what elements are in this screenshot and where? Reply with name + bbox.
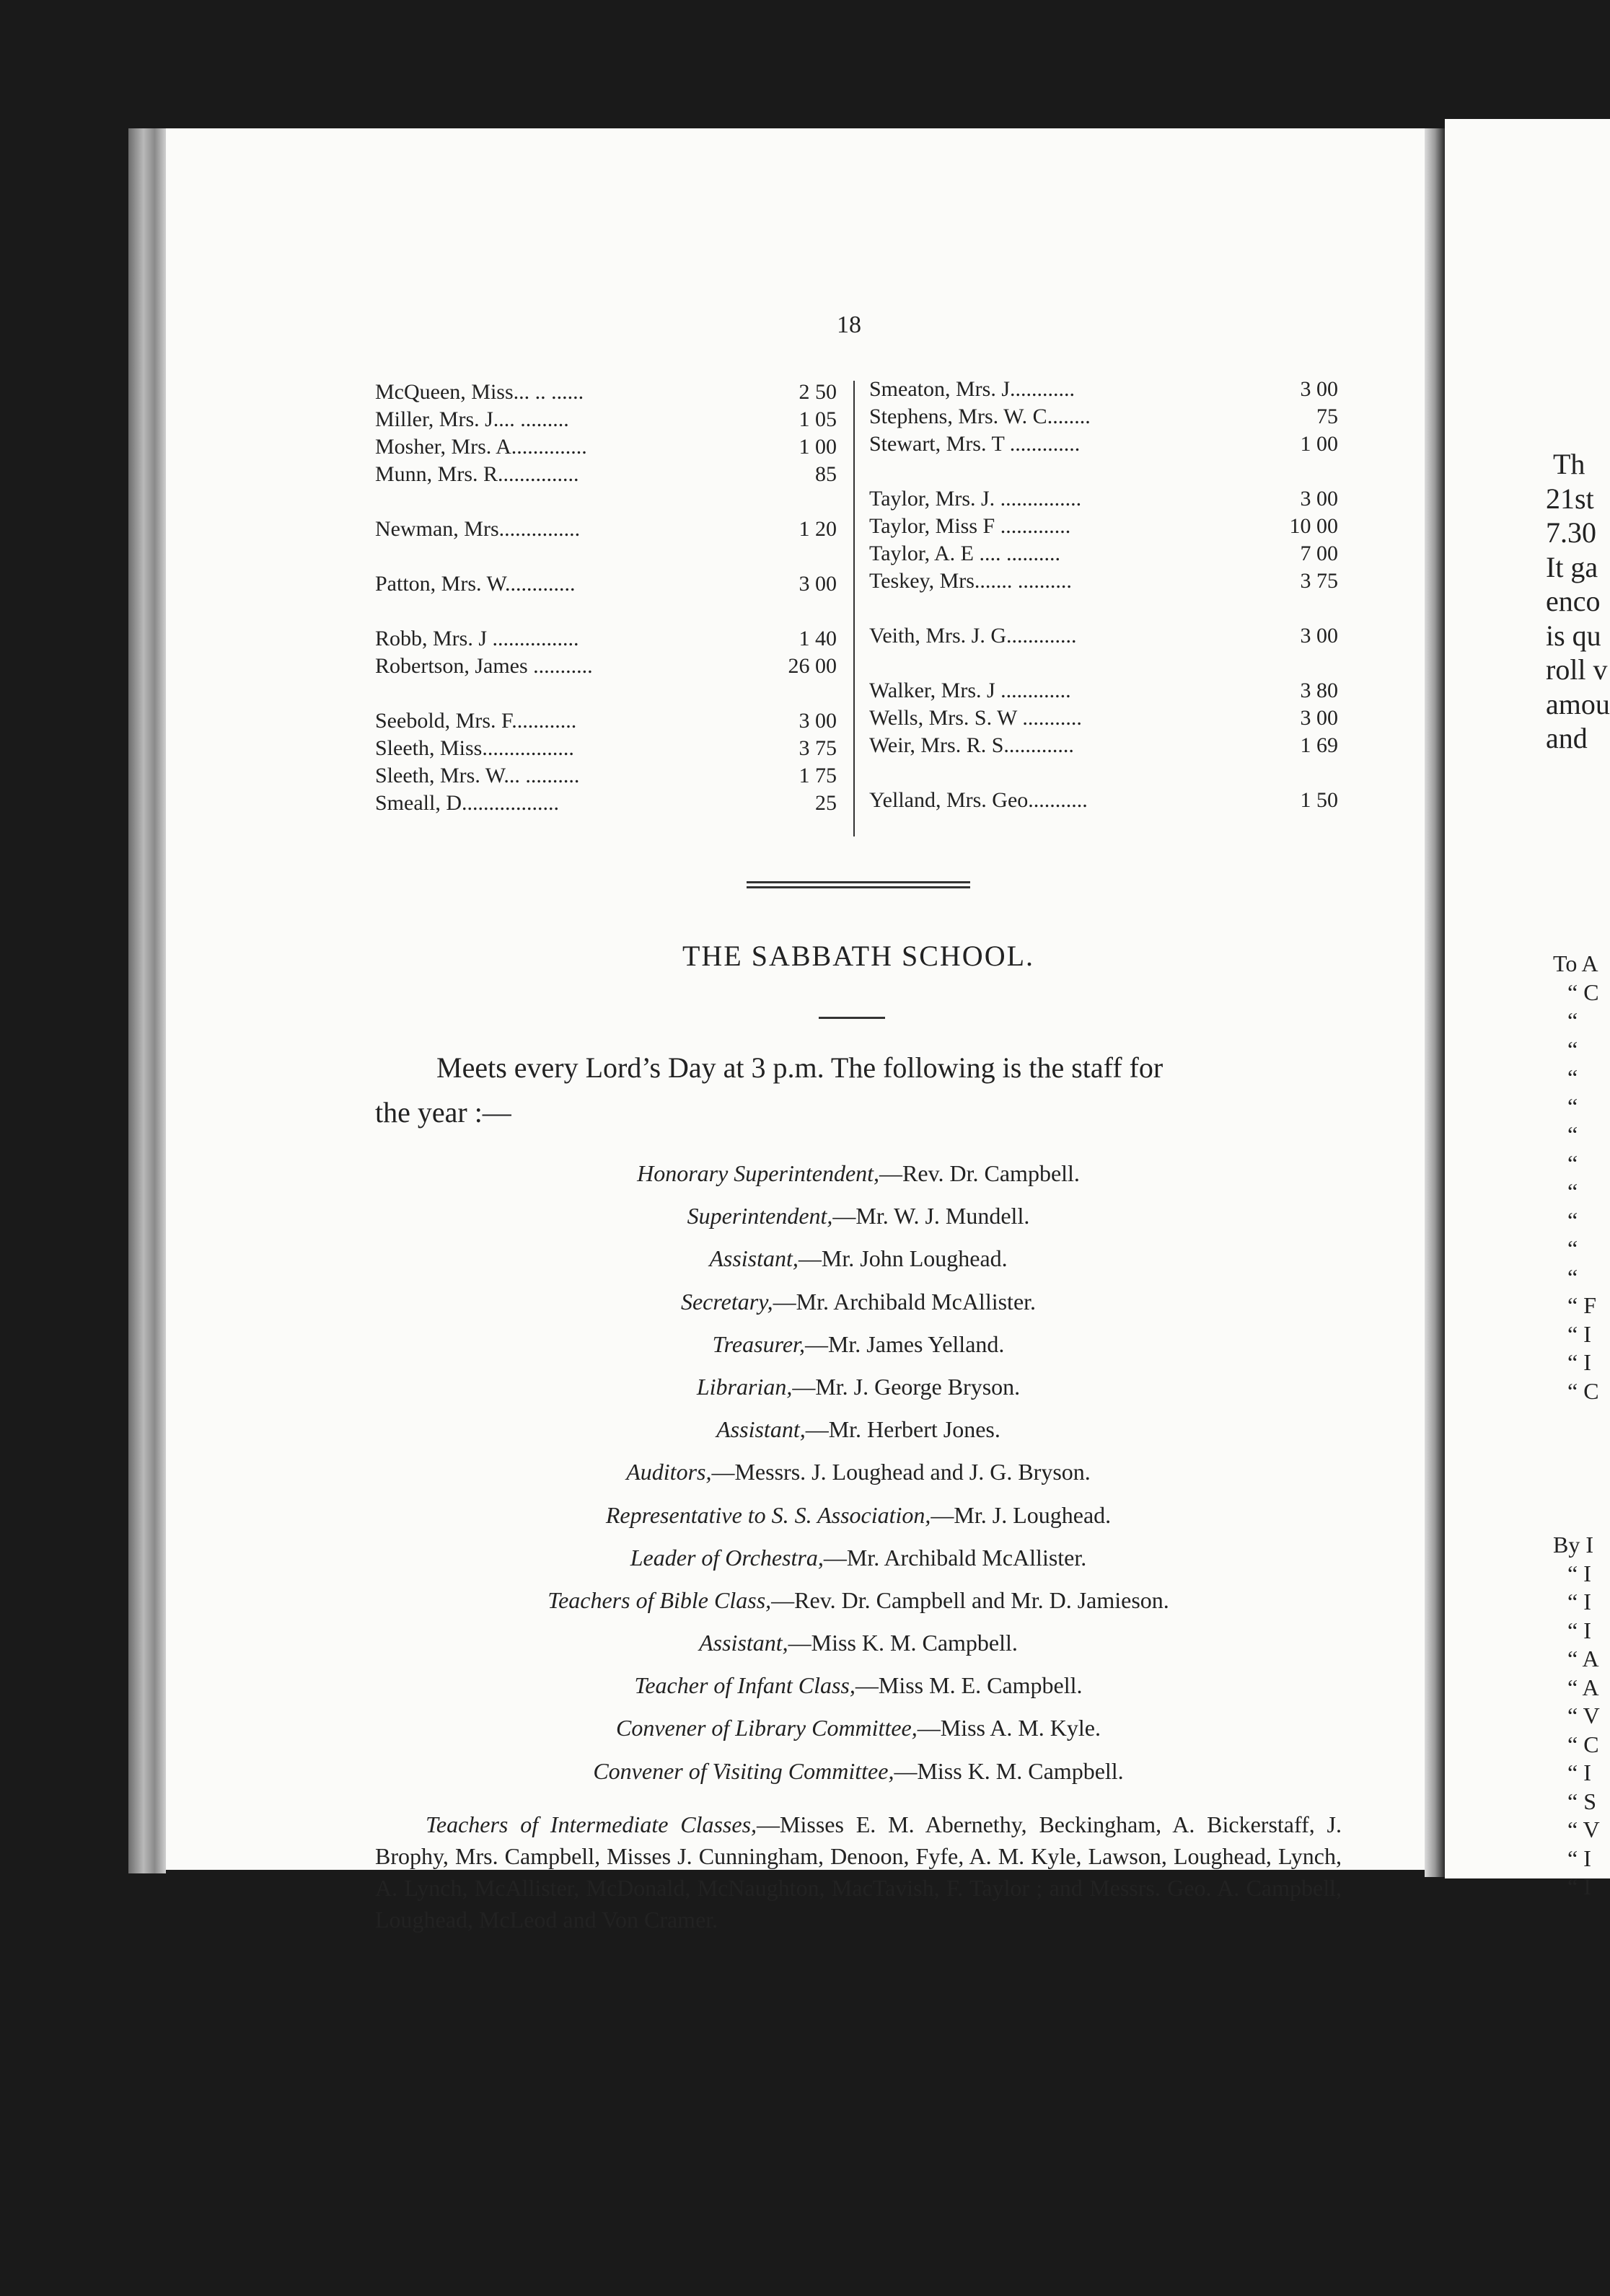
subscriber-row	[375, 433, 837, 461]
right-page-fragment-text: is qu	[1546, 619, 1601, 652]
intro-line-2: the year :—	[375, 1096, 511, 1129]
column-divider	[853, 381, 855, 836]
staff-person: —Mr. Herbert Jones.	[805, 1416, 1000, 1443]
right-page-account-line: “ A	[1567, 1646, 1599, 1672]
subscriber-name: Teskey, Mrs....... ..........	[869, 569, 1072, 593]
subscriber-row	[869, 787, 1338, 814]
subscriber-row	[375, 379, 837, 406]
subscriber-row	[375, 735, 837, 762]
list-spacer	[869, 650, 1338, 677]
subscription-amount: 3 00	[1300, 377, 1338, 401]
right-page-account-line: “ I	[1567, 1589, 1591, 1615]
subscriber-name: Miller, Mrs. J.... .........	[375, 407, 569, 431]
page-number: 18	[837, 312, 861, 338]
subscriber-row	[375, 516, 837, 543]
subscriber-row	[869, 732, 1338, 759]
subscriber-name: Sleeth, Miss.................	[375, 736, 574, 760]
right-page-account-line: “	[1567, 1235, 1578, 1261]
staff-entry	[375, 1281, 1342, 1323]
subscription-amount: 85	[815, 462, 837, 486]
subscriber-name: Mosher, Mrs. A..............	[375, 435, 587, 459]
right-page-fragment-text: amou	[1546, 687, 1610, 720]
subscriber-row	[375, 653, 837, 680]
subscriber-row	[869, 430, 1338, 458]
intro-paragraph	[375, 1046, 1342, 1135]
subscription-amount: 3 00	[799, 572, 837, 596]
right-page-account-line: “ I	[1567, 1845, 1591, 1871]
subscription-amount: 3 75	[1300, 569, 1338, 593]
subscriber-name: Taylor, Miss F .............	[869, 514, 1071, 538]
subscription-amount: 25	[815, 791, 837, 815]
right-page-account-line: “	[1567, 1092, 1578, 1119]
staff-person: —Miss K. M. Campbell.	[788, 1630, 1018, 1656]
staff-role: Honorary Superintendent,	[637, 1160, 880, 1186]
subscriber-name: Veith, Mrs. J. G.............	[869, 624, 1077, 648]
staff-entry	[375, 1664, 1342, 1707]
subscriber-row	[375, 461, 837, 488]
staff-person: —Mr. John Loughead.	[798, 1245, 1008, 1272]
staff-entry	[375, 1451, 1342, 1493]
right-page-account-line: “ I	[1567, 1349, 1591, 1375]
subscriber-row	[375, 570, 837, 598]
right-page-account-line: “	[1567, 1121, 1578, 1147]
intermediate-role: Teachers of Intermediate Classes,	[426, 1811, 757, 1837]
subscription-amount: 26 00	[788, 654, 837, 678]
staff-person: —Miss M. E. Campbell.	[855, 1672, 1083, 1699]
right-page-account-line: “ C	[1567, 1377, 1599, 1404]
right-page-account-line: “ I	[1567, 1560, 1591, 1586]
list-spacer	[869, 595, 1338, 622]
staff-role: Auditors,	[626, 1459, 712, 1485]
subscriber-name: Patton, Mrs. W.............	[375, 572, 576, 596]
right-page-fragment-text: 7.30	[1546, 516, 1596, 549]
staff-person: —Messrs. J. Loughead and J. G. Bryson.	[711, 1459, 1091, 1485]
subscriber-name: Taylor, A. E .... ..........	[869, 542, 1061, 565]
subscriber-name: Stewart, Mrs. T .............	[869, 432, 1081, 456]
staff-role: Superintendent,	[687, 1203, 833, 1229]
subscriber-row	[869, 403, 1338, 430]
right-page-fragment-text: and	[1546, 722, 1588, 754]
staff-entry	[375, 1323, 1342, 1366]
staff-person: —Mr. Archibald McAllister.	[773, 1288, 1037, 1315]
right-page-account-line: “ I	[1567, 1759, 1591, 1785]
subscriber-name: McQueen, Miss... .. ......	[375, 380, 584, 404]
subscriber-name: Smeall, D..................	[375, 791, 559, 815]
subscription-amount: 3 00	[1300, 487, 1338, 511]
subscription-amount: 1 20	[799, 517, 837, 541]
subscription-amount: 1 05	[799, 407, 837, 431]
subscriber-row	[869, 485, 1338, 513]
staff-entry	[375, 1237, 1342, 1280]
staff-role: Assistant,	[709, 1245, 799, 1272]
right-page-account-line: “	[1567, 1036, 1578, 1062]
right-page-account-line: “ I	[1567, 1873, 1591, 1899]
right-page-account-line: “ I	[1567, 1617, 1591, 1643]
staff-entry	[375, 1750, 1342, 1793]
list-spacer	[375, 680, 837, 707]
right-page-fragment-text: Th	[1553, 448, 1585, 480]
subscriber-name: Seebold, Mrs. F............	[375, 709, 577, 733]
staff-role: Librarian,	[696, 1373, 793, 1400]
subscriber-name: Munn, Mrs. R...............	[375, 462, 579, 486]
subscription-amount: 3 00	[1300, 624, 1338, 648]
subscription-amount: 3 00	[1300, 706, 1338, 730]
subscription-amount: 1 75	[799, 764, 837, 787]
subscription-amount: 7 00	[1300, 542, 1338, 565]
subscription-amount: 3 00	[799, 709, 837, 733]
right-page-account-line: “	[1567, 1263, 1578, 1290]
staff-entry	[375, 1707, 1342, 1749]
subscriber-name: Newman, Mrs...............	[375, 517, 581, 541]
subscriber-name: Yelland, Mrs. Geo...........	[869, 788, 1088, 812]
staff-person: —Rev. Dr. Campbell.	[879, 1160, 1080, 1186]
subscription-amount: 75	[1316, 405, 1338, 428]
subscription-amount: 10 00	[1289, 514, 1338, 538]
right-page-account-line: “ V	[1567, 1816, 1600, 1842]
subscriber-row	[869, 677, 1338, 705]
staff-person: —Mr. Archibald McAllister.	[823, 1544, 1087, 1571]
staff-person: —Mr. J. George Bryson.	[792, 1373, 1021, 1400]
subscriber-row	[869, 622, 1338, 650]
subscriber-row	[375, 707, 837, 735]
staff-role: Assistant,	[716, 1416, 806, 1443]
subscriber-name: Smeaton, Mrs. J............	[869, 377, 1075, 401]
staff-role: Secretary,	[680, 1288, 773, 1315]
list-spacer	[869, 458, 1338, 485]
subscriber-name: Weir, Mrs. R. S.............	[869, 733, 1074, 757]
intro-line-1: Meets every Lord’s Day at 3 p.m. The following is the staff for	[436, 1051, 1163, 1084]
subscription-list-left	[375, 379, 837, 817]
staff-entry	[375, 1494, 1342, 1537]
staff-role: Treasurer,	[712, 1330, 805, 1357]
staff-role: Leader of Orchestra,	[630, 1544, 824, 1571]
right-page-fragment-text: roll v	[1546, 653, 1608, 686]
staff-entry	[375, 1622, 1342, 1664]
staff-person: —Miss A. M. Kyle.	[917, 1715, 1101, 1741]
staff-role: Convener of Visiting Committee,	[593, 1757, 894, 1784]
subscriber-row	[375, 790, 837, 817]
subscriber-name: Walker, Mrs. J .............	[869, 679, 1071, 702]
right-page-account-line: “ A	[1567, 1674, 1599, 1700]
right-page-fragment-text: 21st	[1546, 482, 1594, 515]
staff-person: —Miss K. M. Campbell.	[894, 1757, 1124, 1784]
right-page-fragment-text: It ga	[1546, 550, 1598, 583]
right-page-account-line: “ I	[1567, 1320, 1591, 1347]
staff-entry	[375, 1408, 1342, 1451]
list-spacer	[375, 488, 837, 516]
subscriber-row	[869, 376, 1338, 403]
right-page-account-line: “ C	[1567, 1731, 1599, 1757]
double-rule-divider	[747, 881, 970, 888]
staff-person: —Mr. W. J. Mundell.	[832, 1203, 1030, 1229]
right-page-account-line: “ V	[1567, 1703, 1600, 1728]
subscription-amount: 1 00	[799, 435, 837, 459]
subscriber-row	[375, 625, 837, 653]
subscription-amount: 3 75	[799, 736, 837, 760]
list-spacer	[375, 598, 837, 625]
subscriber-row	[869, 568, 1338, 595]
right-page-account-line: “	[1567, 1149, 1578, 1176]
intermediate-teachers-paragraph	[375, 1809, 1342, 1935]
staff-entry	[375, 1366, 1342, 1408]
right-page-account-line: “	[1567, 1206, 1578, 1233]
right-page-account-line: “	[1567, 1007, 1578, 1033]
right-page-account-line: “ S	[1567, 1788, 1596, 1814]
book-spine-edge	[128, 128, 166, 1873]
staff-entry	[375, 1579, 1342, 1622]
staff-role: Representative to S. S. Association,	[605, 1501, 931, 1528]
staff-person: —Mr. James Yelland.	[804, 1330, 1005, 1357]
subscription-amount: 3 80	[1300, 679, 1338, 702]
short-rule-divider	[819, 1017, 885, 1019]
right-page-account-line: “ C	[1567, 979, 1599, 1005]
subscription-amount: 2 50	[799, 380, 837, 404]
subscriber-name: Wells, Mrs. S. W ...........	[869, 706, 1082, 730]
staff-entry	[375, 1195, 1342, 1237]
page-gutter	[1425, 128, 1445, 1877]
subscriber-name: Robb, Mrs. J ................	[375, 627, 579, 650]
right-page-fragment-text: enco	[1546, 585, 1601, 617]
right-page-account-line: “	[1567, 1178, 1578, 1204]
staff-entry	[375, 1152, 1342, 1195]
right-page-account-line: To A	[1553, 950, 1598, 976]
subscriber-name: Robertson, James ...........	[375, 654, 593, 678]
subscription-list-right	[869, 376, 1338, 814]
intermediate-names: —Misses E. M. Abernethy, Beckingham, A. Bickerstaff, J. Brophy, Mrs. Campbell, Misses J. Cunningham, Denoon, Fyfe, A. M. Kyle, Lawson, Loughead, Lynch, A. Lynch, McAllister, McDonald, McNaughton, MacTavish, F. Taylor ; and Messrs. Geo. A. Campbell, Loughead, McLeod and Von Cramer.	[375, 1811, 1342, 1933]
section-title: THE SABBATH SCHOOL.	[682, 940, 1035, 972]
subscriber-row	[869, 540, 1338, 568]
right-page-account-line: By I	[1553, 1532, 1593, 1558]
subscriber-row	[869, 513, 1338, 540]
staff-list	[375, 1152, 1342, 1793]
subscriber-name: Taylor, Mrs. J. ...............	[869, 487, 1082, 511]
staff-person: —Mr. J. Loughead.	[931, 1501, 1112, 1528]
right-page-fragment	[1445, 119, 1610, 1899]
staff-person: —Rev. Dr. Campbell and Mr. D. Jamieson.	[771, 1586, 1169, 1613]
subscription-amount: 1 50	[1300, 788, 1338, 812]
subscription-amount: 1 40	[799, 627, 837, 650]
list-spacer	[375, 543, 837, 570]
subscriber-row	[375, 762, 837, 790]
subscriber-name: Sleeth, Mrs. W... ..........	[375, 764, 580, 787]
subscriber-name: Stephens, Mrs. W. C........	[869, 405, 1091, 428]
subscriber-row	[869, 705, 1338, 732]
staff-role: Teachers of Bible Class,	[547, 1586, 772, 1613]
right-page-account-line: “	[1567, 1064, 1578, 1090]
subscription-amount: 1 00	[1300, 432, 1338, 456]
staff-role: Convener of Library Committee,	[616, 1715, 918, 1741]
staff-role: Teacher of Infant Class,	[634, 1672, 855, 1699]
subscriber-row	[375, 406, 837, 433]
staff-entry	[375, 1537, 1342, 1579]
staff-role: Assistant,	[699, 1630, 788, 1656]
subscription-amount: 1 69	[1300, 733, 1338, 757]
list-spacer	[869, 759, 1338, 787]
right-page-account-line: “ F	[1567, 1292, 1596, 1318]
